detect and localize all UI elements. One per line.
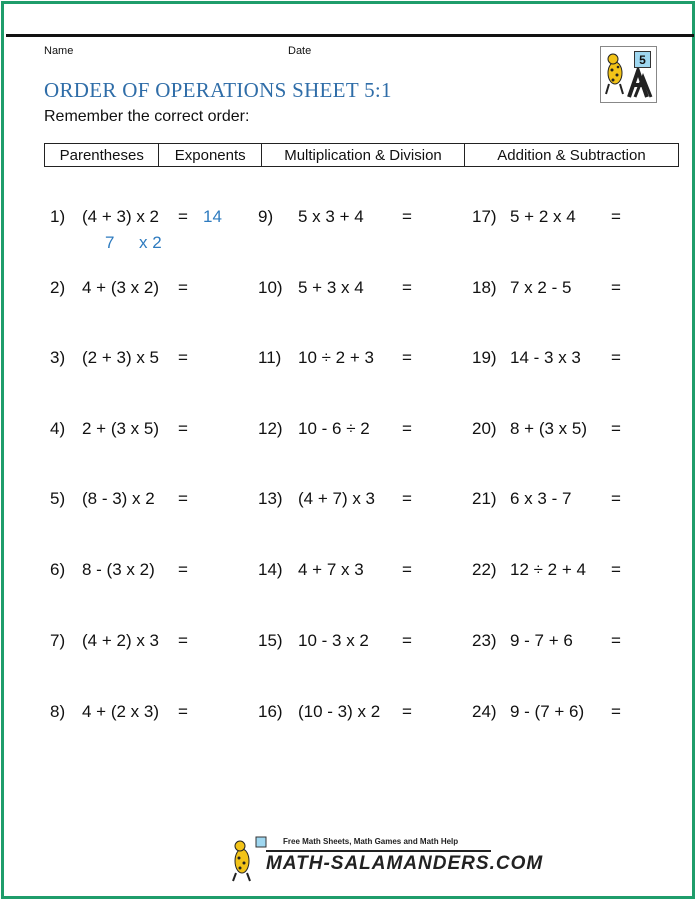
problem-number: 3) [50,348,66,367]
problem-number: 12) [258,419,283,438]
equals-sign: = [402,278,412,297]
equals-sign: = [611,702,621,721]
problem-expression: 2 + (3 x 5) [82,419,160,438]
problem-expression: 14 - 3 x 3 [510,348,581,367]
page-title: ORDER OF OPERATIONS SHEET 5:1 [44,78,392,102]
problem-expression: (2 + 3) x 5 [82,348,160,367]
equals-sign: = [611,419,621,438]
problem-expression: 4 + (2 x 3) [82,702,160,721]
equals-sign: = [402,702,412,721]
problem-expression: 12 ÷ 2 + 4 [510,560,586,579]
equals-sign: = [178,489,188,508]
problem-number: 8) [50,702,66,721]
equals-sign: = [402,348,412,367]
problem-number: 10) [258,278,283,297]
equals-sign: = [611,207,621,226]
equals-sign: = [178,207,188,226]
problem-number: 17) [472,207,497,226]
equals-sign: = [611,560,621,579]
equals-sign: = [402,560,412,579]
equals-sign: = [178,419,188,438]
instruction-text: Remember the correct order: [44,108,250,125]
problem-number: 20) [472,419,497,438]
problem-number: 21) [472,489,497,508]
equals-sign: = [611,278,621,297]
logo-number: 5 [634,51,651,68]
problem-expression: 8 - (3 x 2) [82,560,155,579]
equals-sign: = [178,278,188,297]
problem-expression: 8 + (3 x 5) [510,419,588,438]
equals-sign: = [178,702,188,721]
problem-number: 5) [50,489,66,508]
worked-step: 7 [105,233,115,252]
order-table [44,143,679,167]
problem-number: 13) [258,489,283,508]
problem-number: 4) [50,419,66,438]
problem-number: 15) [258,631,283,650]
equals-sign: = [611,348,621,367]
equals-sign: = [178,560,188,579]
salamander-icon [228,833,268,883]
worked-answer: 14 [203,207,222,226]
problem-expression: 4 + (3 x 2) [82,278,160,297]
top-rule [6,34,694,37]
problem-number: 2) [50,278,66,297]
equals-sign: = [178,348,188,367]
problem-expression: 9 - (7 + 6) [510,702,585,721]
problem-number: 9) [258,207,274,226]
worked-step: x 2 [139,233,162,252]
problem-expression: (4 + 7) x 3 [298,489,376,508]
problem-expression: 4 + 7 x 3 [298,560,364,579]
problem-number: 14) [258,560,283,579]
problem-number: 7) [50,631,66,650]
order-cell: Addition & Subtraction [497,146,646,164]
footer-tagline: Free Math Sheets, Math Games and Math Help [283,837,459,846]
problem-expression: 10 - 6 ÷ 2 [298,419,370,438]
problem-expression: (10 - 3) x 2 [298,702,381,721]
order-cell: Multiplication & Division [262,144,465,166]
equals-sign: = [178,631,188,650]
footer-site: MATH-SALAMANDERS.COM [266,853,544,874]
problem-expression: 5 + 2 x 4 [510,207,576,226]
problem-expression: 10 ÷ 2 + 3 [298,348,374,367]
salamander-logo [600,46,657,103]
equals-sign: = [402,631,412,650]
problem-number: 18) [472,278,497,297]
problem-number: 24) [472,702,497,721]
equals-sign: = [611,631,621,650]
footer-divider [266,850,491,852]
problem-number: 19) [472,348,497,367]
worksheet-frame [1,1,695,899]
problem-expression: (4 + 2) x 3 [82,631,160,650]
date-label: Date [288,45,312,57]
equals-sign: = [402,419,412,438]
problem-expression: (4 + 3) x 2 [82,207,160,226]
order-cell: Exponents [159,144,262,166]
problem-expression: 7 x 2 - 5 [510,278,572,297]
equals-sign: = [402,207,412,226]
problem-number: 1) [50,207,66,226]
name-label: Name [44,45,74,57]
problem-expression: 10 - 3 x 2 [298,631,369,650]
order-cell: Parentheses [45,144,159,166]
equals-sign: = [611,489,621,508]
problem-number: 16) [258,702,283,721]
footer-brand [228,833,544,883]
problem-expression: 5 + 3 x 4 [298,278,364,297]
problem-number: 23) [472,631,497,650]
problem-expression: 5 x 3 + 4 [298,207,364,226]
problem-number: 6) [50,560,66,579]
problem-expression: 6 x 3 - 7 [510,489,572,508]
problem-expression: (8 - 3) x 2 [82,489,155,508]
problem-expression: 9 - 7 + 6 [510,631,573,650]
equals-sign: = [402,489,412,508]
problem-number: 11) [258,348,282,367]
problem-number: 22) [472,560,497,579]
